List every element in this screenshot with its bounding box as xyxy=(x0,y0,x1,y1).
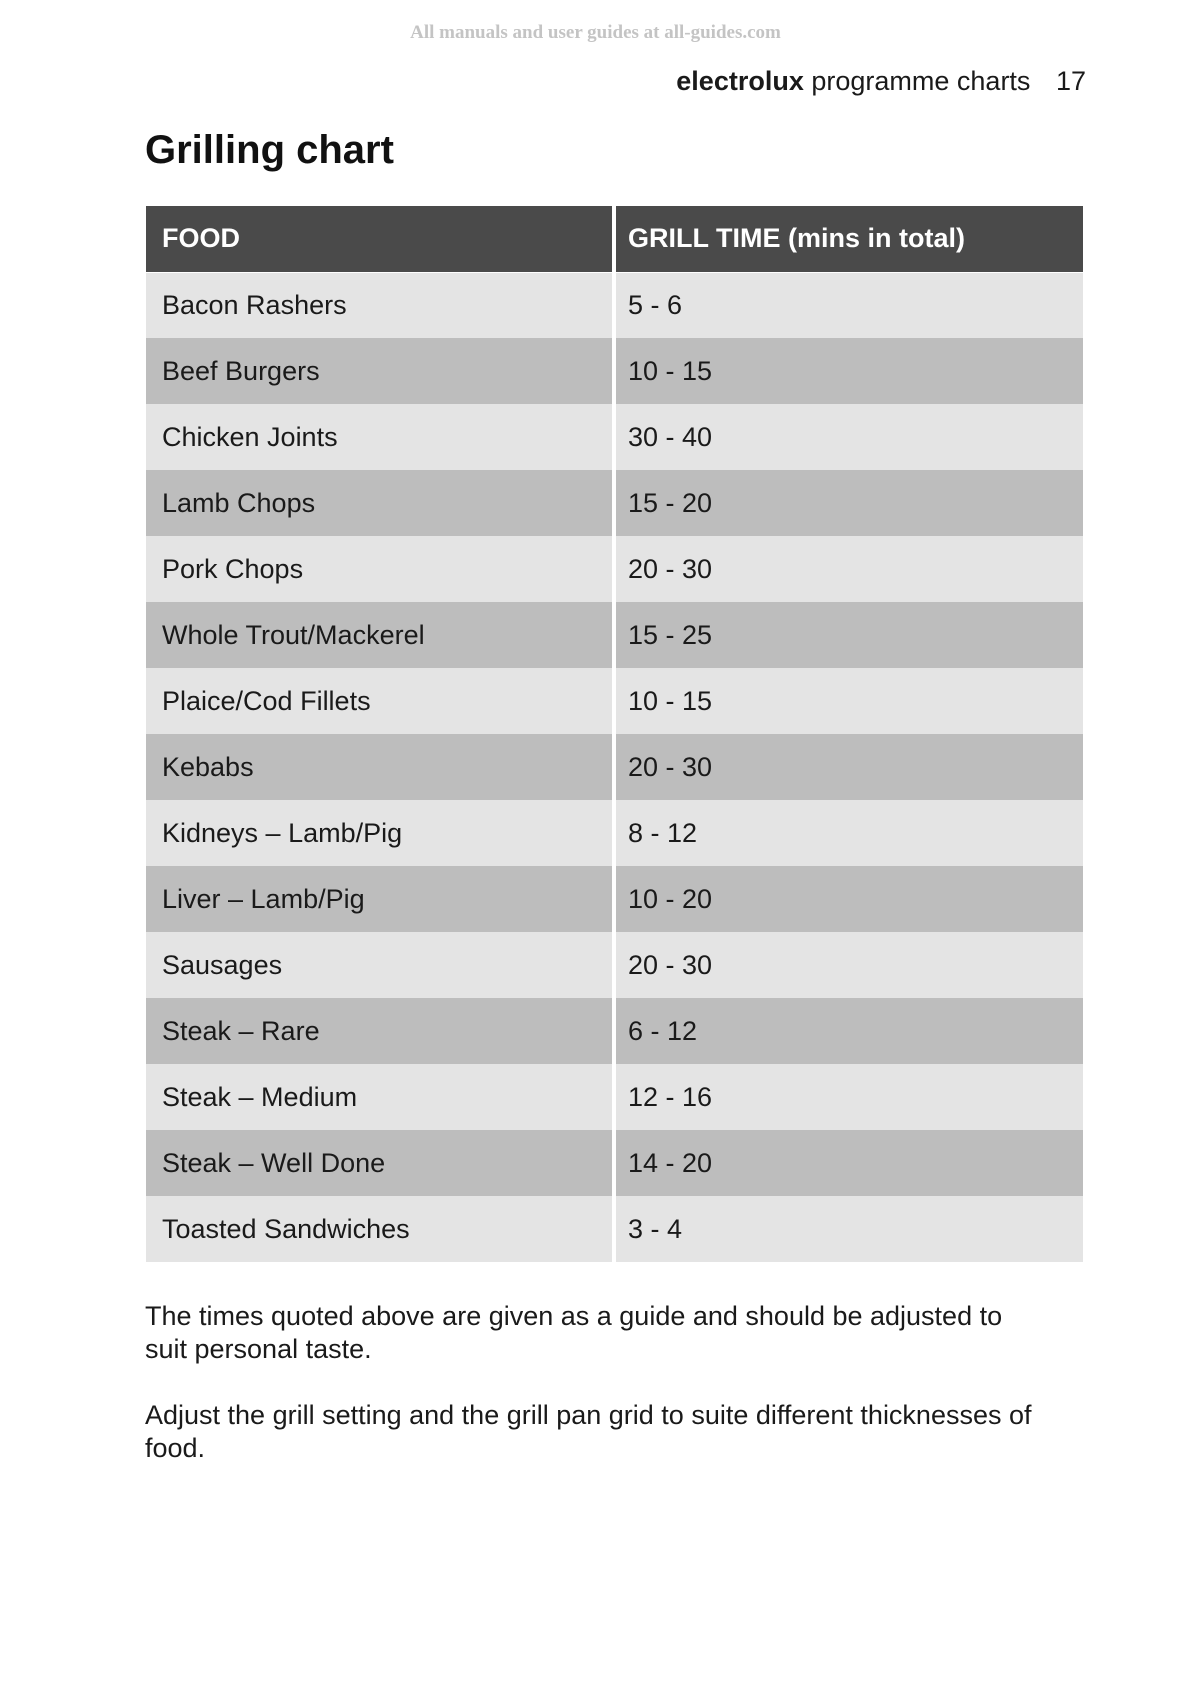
grilling-table xyxy=(146,206,1083,1262)
table-row xyxy=(146,1064,1083,1130)
food-cell: Plaice/Cod Fillets xyxy=(146,668,614,734)
table-row xyxy=(146,800,1083,866)
table-row xyxy=(146,998,1083,1064)
grill-time-cell: 6 - 12 xyxy=(614,998,1083,1064)
food-cell: Steak – Well Done xyxy=(146,1130,614,1196)
grill-time-cell: 30 - 40 xyxy=(614,404,1083,470)
grill-time-cell: 20 - 30 xyxy=(614,734,1083,800)
table-row xyxy=(146,470,1083,536)
food-cell: Whole Trout/Mackerel xyxy=(146,602,614,668)
page-header xyxy=(676,66,1086,97)
grill-time-cell: 20 - 30 xyxy=(614,932,1083,998)
food-column-header: FOOD xyxy=(146,206,614,272)
table-row xyxy=(146,734,1083,800)
grill-time-cell: 15 - 25 xyxy=(614,602,1083,668)
table-row xyxy=(146,536,1083,602)
grill-time-column-header: GRILL TIME (mins in total) xyxy=(614,206,1083,272)
grill-time-cell: 8 - 12 xyxy=(614,800,1083,866)
food-cell: Toasted Sandwiches xyxy=(146,1196,614,1262)
table-row xyxy=(146,1196,1083,1262)
grill-time-cell: 20 - 30 xyxy=(614,536,1083,602)
table-row xyxy=(146,932,1083,998)
table-row xyxy=(146,866,1083,932)
table-row xyxy=(146,1130,1083,1196)
table-row xyxy=(146,272,1083,338)
food-cell: Beef Burgers xyxy=(146,338,614,404)
grill-time-cell: 15 - 20 xyxy=(614,470,1083,536)
food-cell: Chicken Joints xyxy=(146,404,614,470)
grill-time-cell: 10 - 20 xyxy=(614,866,1083,932)
table-row xyxy=(146,404,1083,470)
watermark: All manuals and user guides at all-guides.com xyxy=(410,22,781,43)
section-name: programme charts xyxy=(811,66,1031,96)
food-cell: Kebabs xyxy=(146,734,614,800)
food-cell: Pork Chops xyxy=(146,536,614,602)
grill-adjust-note: Adjust the grill setting and the grill pan grid to suite different thicknesses of food. xyxy=(145,1400,1032,1463)
food-cell: Steak – Medium xyxy=(146,1064,614,1130)
grill-time-cell: 12 - 16 xyxy=(614,1064,1083,1130)
food-cell: Lamb Chops xyxy=(146,470,614,536)
brand-name: electrolux xyxy=(676,66,804,96)
grill-time-cell: 14 - 20 xyxy=(614,1130,1083,1196)
food-cell: Sausages xyxy=(146,932,614,998)
table-row xyxy=(146,668,1083,734)
food-cell: Liver – Lamb/Pig xyxy=(146,866,614,932)
grill-time-cell: 10 - 15 xyxy=(614,668,1083,734)
grill-time-cell: 5 - 6 xyxy=(614,272,1083,338)
page-title: Grilling chart xyxy=(145,128,394,172)
guide-note: The times quoted above are given as a guide and should be adjusted to suit personal taste. xyxy=(145,1301,1003,1364)
food-cell: Kidneys – Lamb/Pig xyxy=(146,800,614,866)
grill-time-cell: 10 - 15 xyxy=(614,338,1083,404)
table-row xyxy=(146,602,1083,668)
food-cell: Steak – Rare xyxy=(146,998,614,1064)
table-row xyxy=(146,338,1083,404)
page-number: 17 xyxy=(1055,66,1086,96)
food-cell: Bacon Rashers xyxy=(146,272,614,338)
grill-time-cell: 3 - 4 xyxy=(614,1196,1083,1262)
table-header-row xyxy=(146,206,1083,272)
